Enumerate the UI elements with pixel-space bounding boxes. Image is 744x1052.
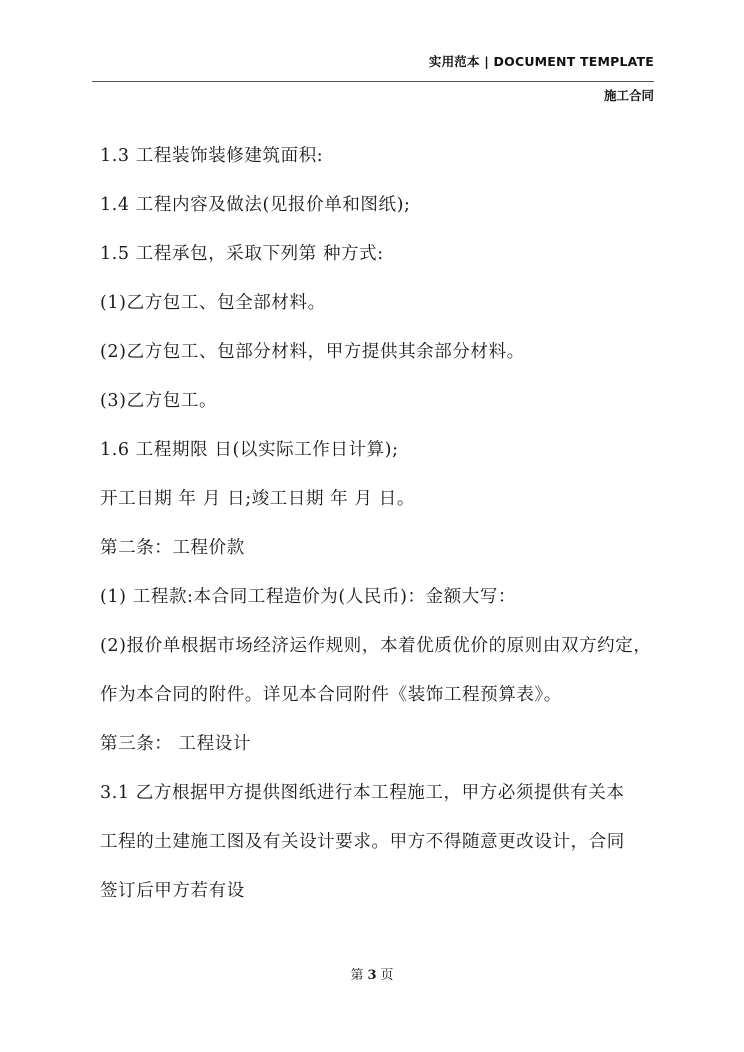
header-divider [92, 81, 654, 82]
text-line: (2)报价单根据市场经济运作规则，本着优质优价的原则由双方约定， [100, 636, 652, 656]
text-line: 1.3 工程装饰装修建筑面积: [100, 146, 324, 166]
text-line: 签订后甲方若有设 [100, 881, 245, 901]
header-subtitle: 施工合同 [603, 88, 654, 103]
text-line: (1) 工程款:本合同工程造价为(人民币)：金额大写： [100, 587, 517, 607]
text-line: (1)乙方包工、包全部材料。 [100, 293, 326, 313]
text-line: 开工日期 年 月 日;竣工日期 年 月 日。 [100, 489, 415, 509]
text-line: 作为本合同的附件。详见本合同附件《装饰工程预算表》。 [100, 685, 562, 705]
section-heading: 第二条：工程价款 [100, 538, 245, 558]
page-number: 3 [367, 968, 377, 983]
header-title: 实用范本 | DOCUMENT TEMPLATE [428, 54, 654, 69]
text-line: 工程的土建施工图及有关设计要求。甲方不得随意更改设计，合同 [100, 832, 625, 852]
text-line: (2)乙方包工、包部分材料，甲方提供其余部分材料。 [100, 342, 525, 362]
page-prefix: 第 [350, 968, 364, 983]
text-line: (3)乙方包工。 [100, 391, 218, 411]
text-line: 3.1 乙方根据甲方提供图纸进行本工程施工，甲方必须提供有关本 [100, 783, 625, 803]
text-line: 1.6 工程期限 日(以实际工作日计算); [100, 440, 399, 460]
text-line: 1.5 工程承包，采取下列第 种方式: [100, 244, 384, 264]
page-footer [0, 964, 744, 983]
section-heading: 第三条： 工程设计 [100, 734, 251, 754]
page-suffix: 页 [380, 968, 394, 983]
text-line: 1.4 工程内容及做法(见报价单和图纸); [100, 195, 411, 215]
